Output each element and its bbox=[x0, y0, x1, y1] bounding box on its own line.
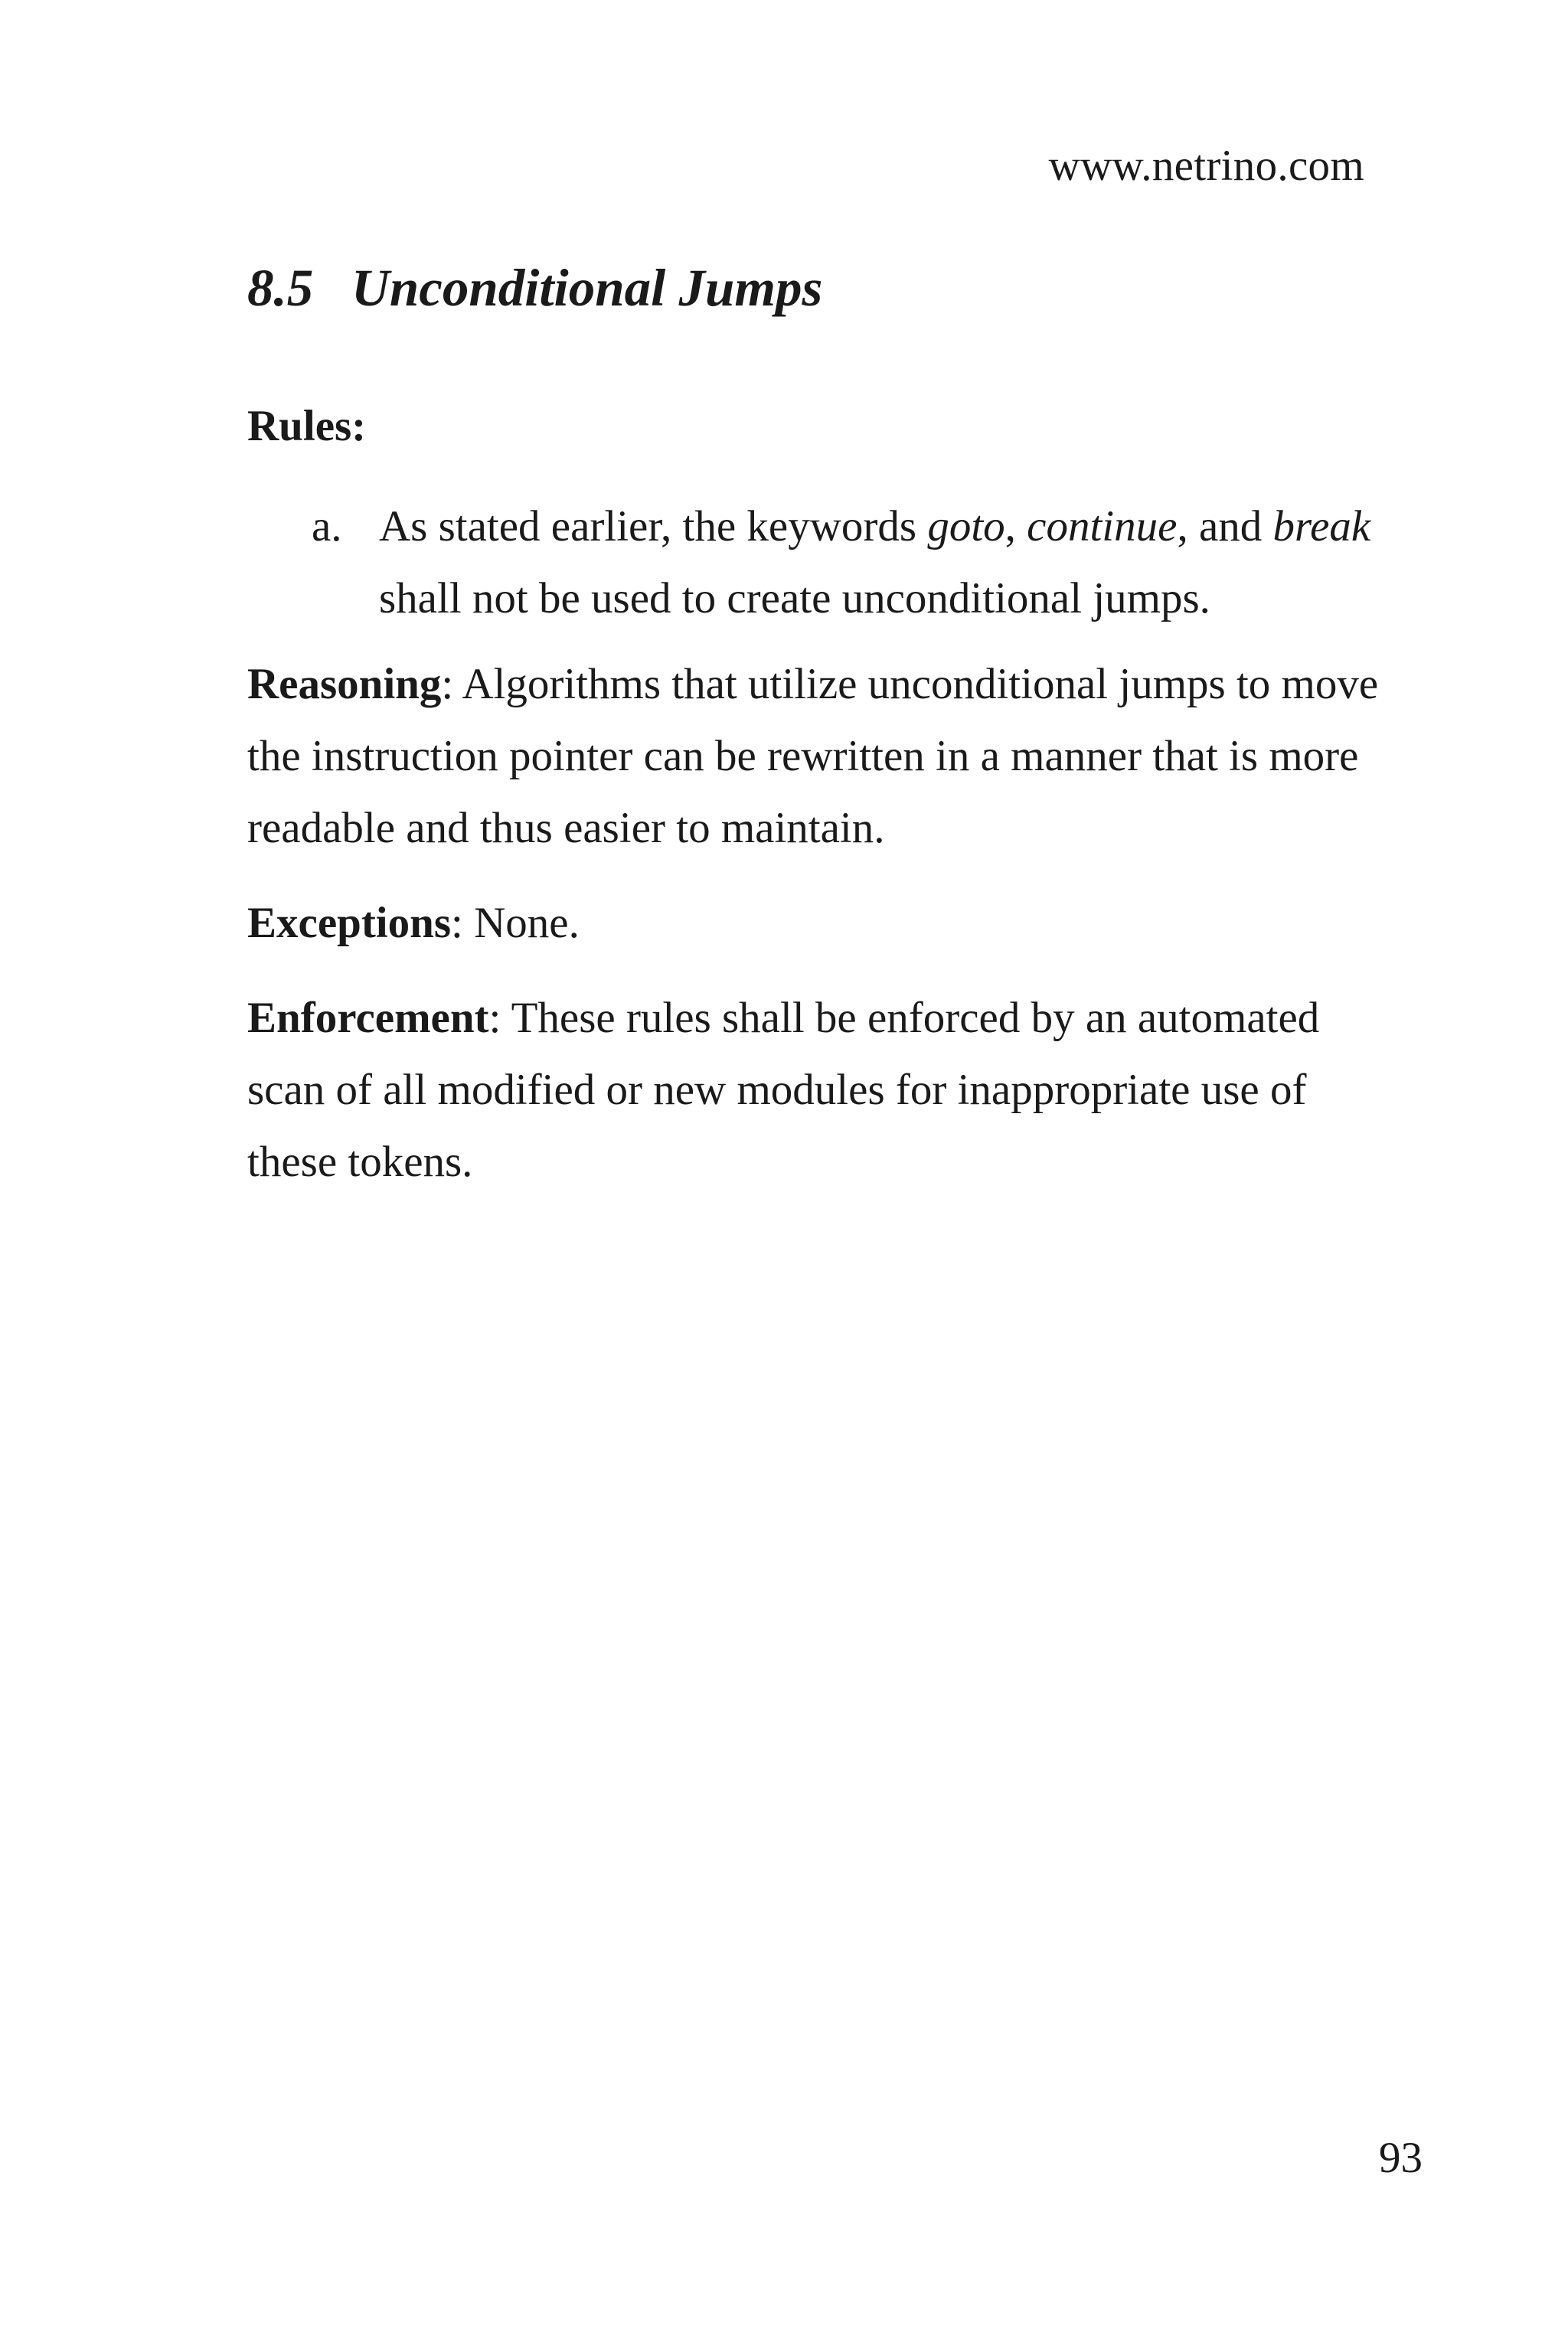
section-title-text: Unconditional Jumps bbox=[351, 259, 823, 317]
keyword-continue: continue bbox=[1027, 502, 1178, 550]
page-number: 93 bbox=[1379, 2134, 1423, 2182]
rule-text: shall not be used to create unconditional jumps. bbox=[379, 574, 1210, 622]
rule-separator: , and bbox=[1177, 502, 1273, 550]
keyword-break: break bbox=[1272, 502, 1371, 550]
reasoning-label: Reasoning bbox=[247, 660, 442, 708]
reasoning-paragraph bbox=[247, 648, 1396, 864]
exceptions-text: : None. bbox=[451, 899, 580, 947]
rule-separator: , bbox=[1004, 502, 1027, 550]
enforcement-text: : These rules shall be enforced by an automated scan of all modified or new modules for inappropriate use of these tokens. bbox=[247, 994, 1320, 1186]
keyword-goto: goto bbox=[927, 502, 1005, 550]
enforcement-label: Enforcement bbox=[247, 994, 489, 1042]
enforcement-paragraph bbox=[247, 982, 1396, 1198]
page-header-url: www.netrino.com bbox=[1048, 142, 1364, 190]
rule-marker: a. bbox=[312, 502, 342, 550]
section-title bbox=[247, 259, 823, 317]
rule-item-a bbox=[247, 491, 1374, 635]
exceptions-label: Exceptions bbox=[247, 899, 452, 947]
exceptions-paragraph bbox=[247, 887, 1396, 959]
reasoning-text: : Algorithms that utilize unconditional jumps to move the instruction pointer can be rewritten in a manner that is more readable and thus easier to maintain. bbox=[247, 660, 1379, 852]
section-number: 8.5 bbox=[247, 259, 314, 317]
rules-label: Rules: bbox=[247, 402, 367, 450]
section-body bbox=[247, 390, 1396, 1221]
rule-text: As stated earlier, the keywords bbox=[379, 502, 928, 550]
